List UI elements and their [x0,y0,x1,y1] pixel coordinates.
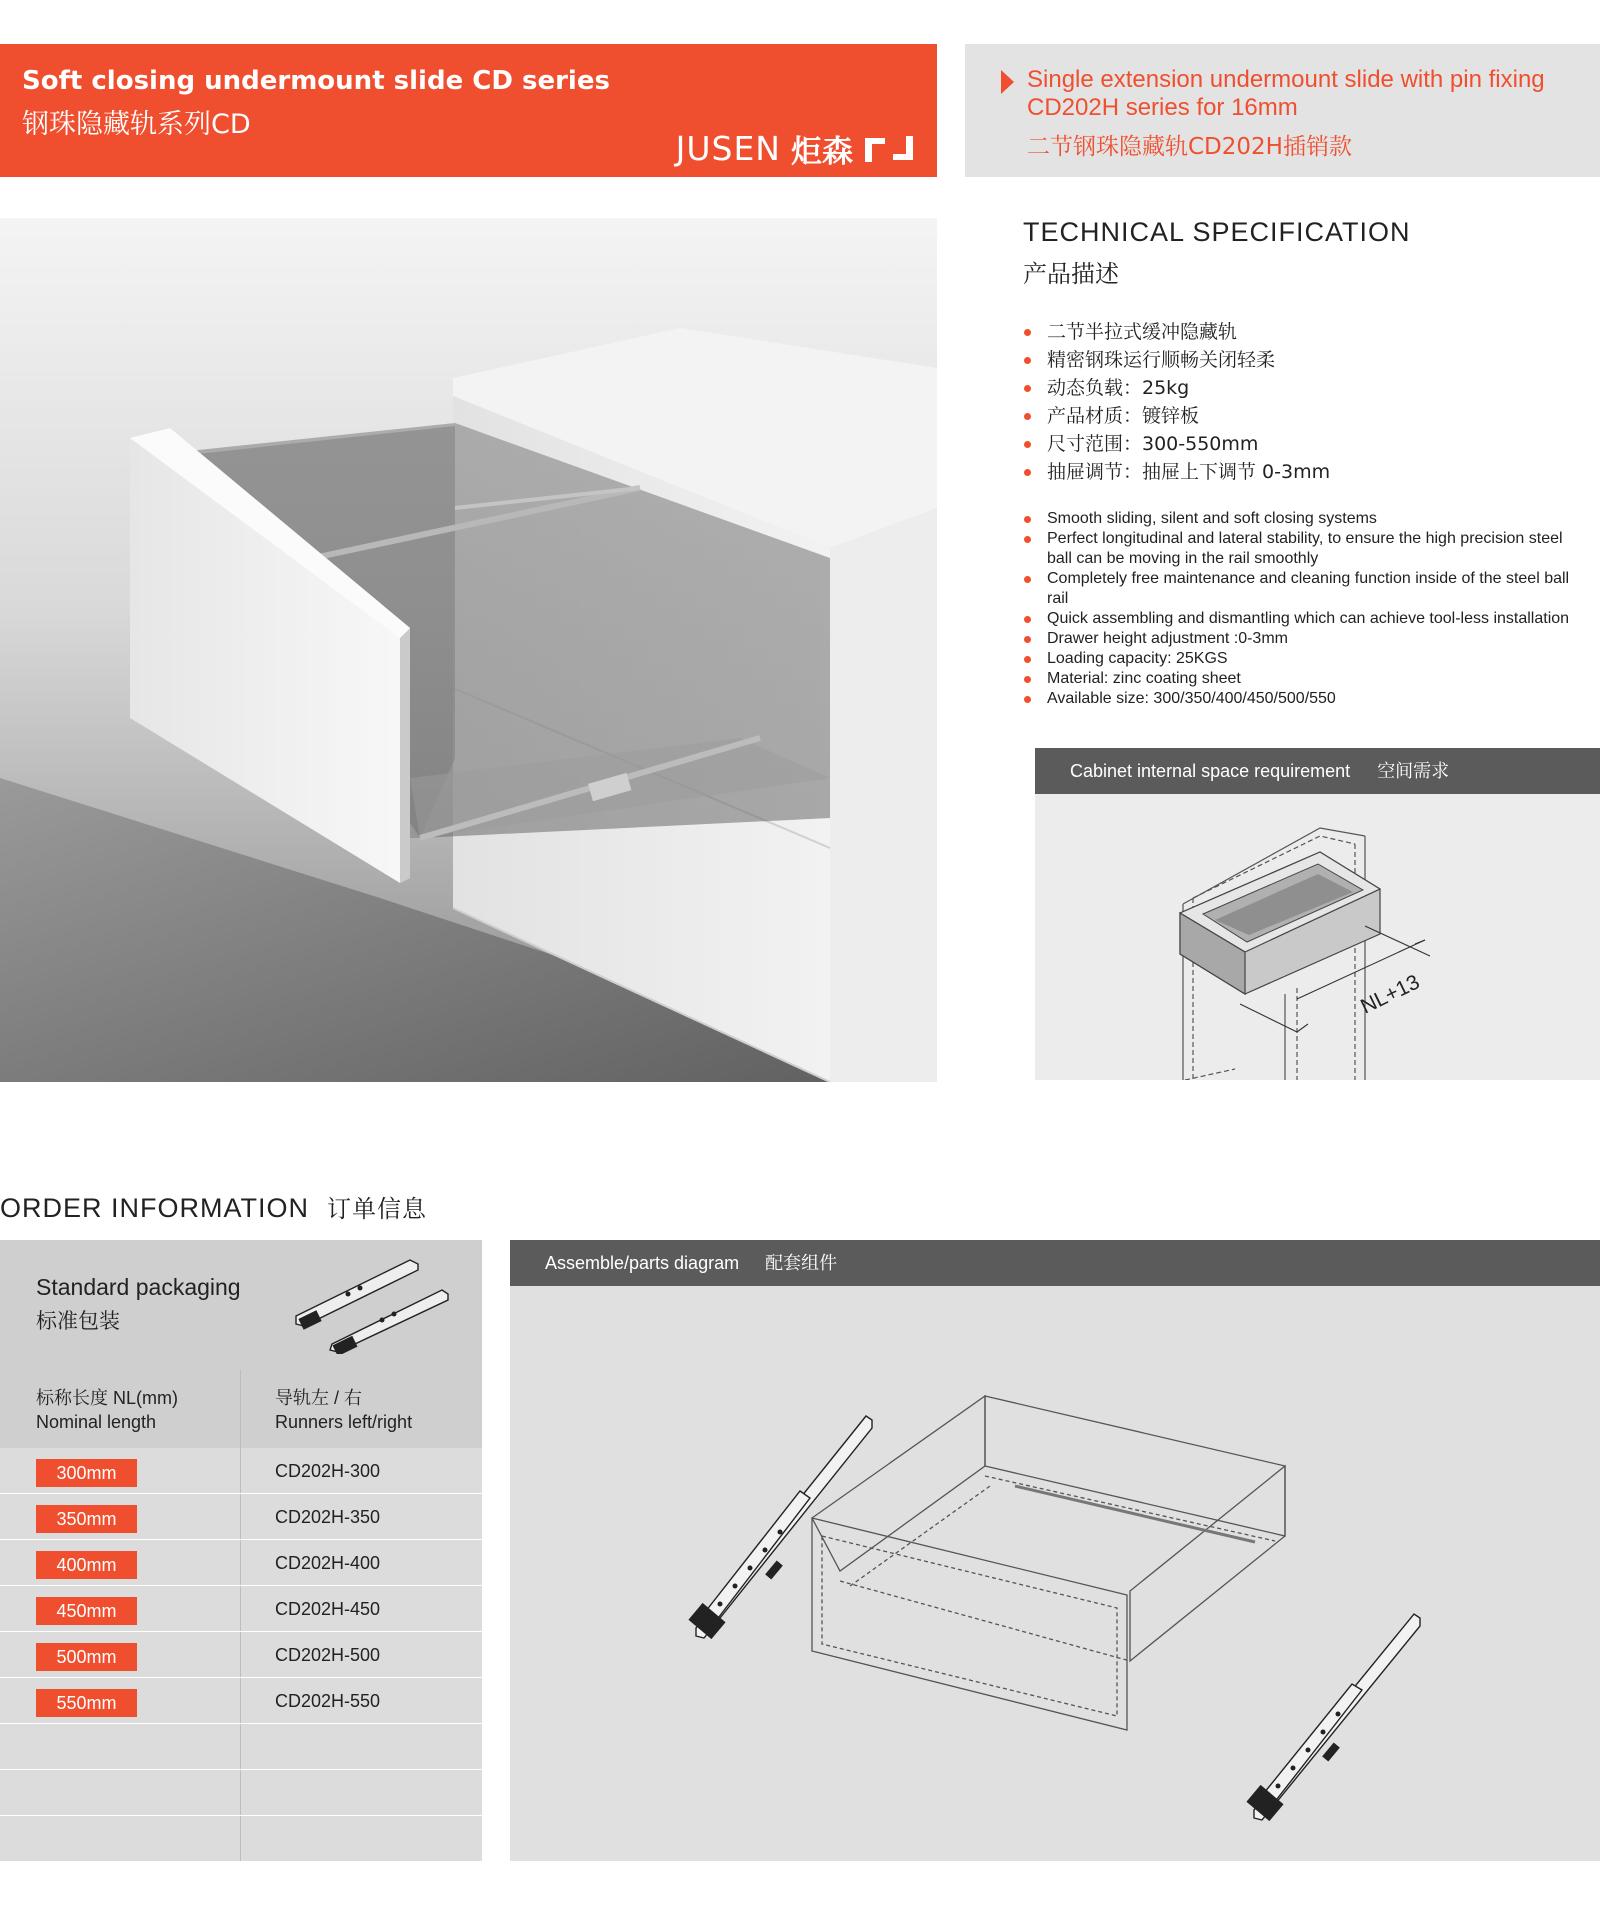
col-runners-en: Runners left/right [275,1412,413,1432]
order-title [0,1189,427,1224]
size-badge: 300mm [36,1459,137,1487]
product-title-cn: 二节钢珠隐藏轨CD202H插销款 [1027,134,1352,160]
table-row-empty [0,1770,482,1816]
col-runners [275,1386,412,1434]
size-badge: 450mm [36,1597,137,1625]
brand-mark-icon [863,134,915,164]
spec-cn-item: 抽屉调节：抽屉上下调节 0-3mm [1022,458,1330,486]
assemble-title-cn: 配套组件 [765,1253,838,1274]
brand-name-cn: 炬森 [791,134,853,170]
spec-cn-item: 二节半拉式缓冲隐藏轨 [1022,318,1330,346]
col-runners-cn: 导轨左 / 右 [275,1388,363,1408]
spec-title-cn: 产品描述 [1023,260,1119,288]
spec-en-item: Perfect longitudinal and lateral stability, to ensure the high precision steel ball can be moving in the rail smoothly [1022,529,1582,569]
cabinet-dimension-diagram [1035,794,1600,1080]
spec-cn-item: 尺寸范围：300-550mm [1022,430,1330,458]
table-row [0,1678,482,1724]
spec-cn-item: 动态负载：25kg [1022,374,1330,402]
table-row [0,1494,482,1540]
runner-pair-icon [290,1254,450,1354]
cabinet-space-panel [1035,748,1600,1080]
product-title-line2: CD202H series for 16mm [1027,94,1298,121]
size-badge: 350mm [36,1505,137,1533]
runner-code: CD202H-350 [275,1507,381,1527]
series-title-cn: 钢珠隐藏轨系列CD [22,109,251,140]
col-nominal-length-cn: 标称长度 NL(mm) [36,1388,178,1408]
order-title-cn: 订单信息 [327,1195,427,1223]
drawer-product-photo [0,218,937,1082]
spec-list-cn [1022,318,1330,486]
table-row [0,1448,482,1494]
brand-logo [676,126,915,171]
spec-en-item: Drawer height adjustment :0-3mm [1022,629,1582,649]
order-title-en: ORDER INFORMATION [0,1193,309,1223]
table-column-header [0,1370,482,1448]
spec-cn-item: 精密钢珠运行顺畅关闭轻柔 [1022,346,1330,374]
series-title-en: Soft closing undermount slide CD series [22,66,610,96]
product-banner [965,44,1600,177]
size-badge: 500mm [36,1643,137,1671]
runner-code: CD202H-450 [275,1599,381,1619]
assemble-header [510,1240,1600,1286]
packaging-label-en: Standard packaging [36,1274,241,1300]
runner-code: CD202H-500 [275,1645,381,1665]
size-badge: 550mm [36,1689,137,1717]
assemble-parts-diagram [510,1286,1600,1861]
table-row [0,1632,482,1678]
col-nominal-length-en: Nominal length [36,1412,157,1432]
spec-en-item: Material: zinc coating sheet [1022,669,1582,689]
size-badge: 400mm [36,1551,137,1579]
runner-code: CD202H-550 [275,1691,381,1711]
product-title-line1: Single extension undermount slide with pin fixing [1027,66,1545,93]
cabinet-space-header [1035,748,1600,794]
spec-en-item: Smooth sliding, silent and soft closing systems [1022,509,1582,529]
cabinet-space-title: Cabinet internal space requirement [1070,761,1351,781]
dimension-label: NL+13 [1357,970,1424,1019]
runner-code: CD202H-400 [275,1553,381,1573]
spec-list-en [1022,509,1582,709]
order-table [0,1240,482,1861]
spec-en-item: Loading capacity: 25KGS [1022,649,1582,669]
brand-name: JUSEN [675,129,781,168]
assemble-title: Assemble/parts diagram [545,1253,740,1273]
table-row-empty [0,1724,482,1770]
col-nominal-length [36,1386,178,1434]
spec-title: TECHNICAL SPECIFICATION [1023,217,1411,247]
cabinet-space-title-cn: 空间需求 [1377,761,1450,782]
spec-cn-item: 产品材质：镀锌板 [1022,402,1330,430]
assemble-panel [510,1240,1600,1861]
table-row [0,1540,482,1586]
runner-code: CD202H-300 [275,1461,381,1481]
series-banner [0,44,937,177]
table-row [0,1586,482,1632]
spec-en-item: Completely free maintenance and cleaning function inside of the steel ball rail [1022,569,1582,609]
packaging-label-cn: 标准包装 [36,1309,120,1333]
spec-en-item: Quick assembling and dismantling which can achieve tool-less installation [1022,609,1582,629]
spec-en-item: Available size: 300/350/400/450/500/550 [1022,689,1582,709]
arrow-right-icon [1001,70,1014,94]
packaging-header [0,1240,482,1371]
